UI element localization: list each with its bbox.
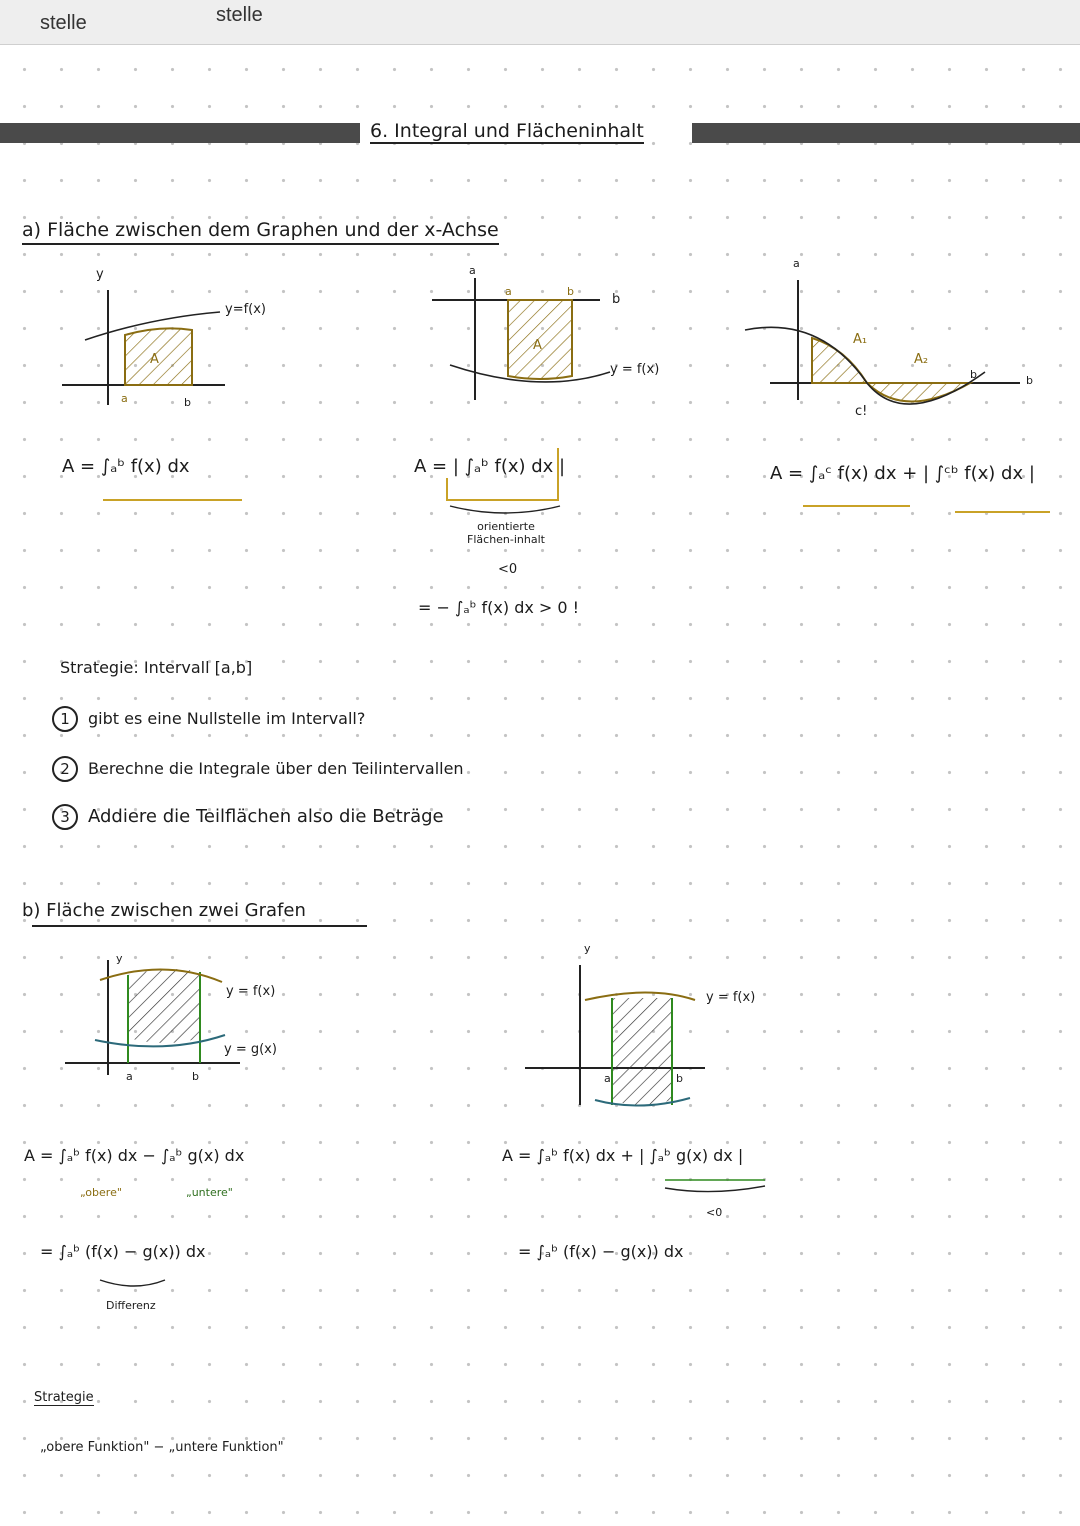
step-3-text: Addiere die Teilflächen also die Beträge [88,806,444,827]
strategy-a-step-3 [52,804,444,830]
step-3-number: 3 [52,804,78,830]
strategy-a-title: Strategie: Intervall [a,b] [60,658,253,677]
strategy-b-line: „obere Funktion" − „untere Funktion" [40,1440,284,1455]
formula-a2: A = | ∫ₐᵇ f(x) dx | [414,456,566,477]
b1-f-label: y = f(x) [226,984,276,999]
a3-b-label: b [970,368,977,381]
graph-b1 [65,960,240,1075]
formula-b2: A = ∫ₐᵇ f(x) dx + | ∫ₐᵇ g(x) dx | [502,1146,744,1165]
b2-a-label: a [604,1072,611,1085]
strategy-a-step-1 [52,706,365,732]
a3-axis-label: a [793,257,800,270]
previous-label-left: stelle [40,12,87,34]
a3-A2-label: A₂ [914,352,929,367]
formula-a2-note: orientierte Flächen-inhalt [467,520,545,546]
formula-b1-untere: „untere" [186,1186,233,1199]
formula-b1: A = ∫ₐᵇ f(x) dx − ∫ₐᵇ g(x) dx [24,1146,245,1165]
page-title: 6. Integral und Flächeninhalt [370,120,644,142]
strategy-a-step-2 [52,756,464,782]
a1-y-label: y [96,267,104,282]
step-2-number: 2 [52,756,78,782]
a1-area-label: A [150,352,159,367]
a2-b-label: b [567,285,574,298]
section-a-heading: a) Fläche zwischen dem Graphen und der x-Achse [22,219,499,245]
b2-f-label: y = f(x) [706,990,756,1005]
a1-b-label: b [184,396,191,409]
a2-f-label: y = f(x) [610,362,660,377]
graph-a2 [432,278,610,400]
a1-f-label: y=f(x) [225,302,266,317]
formula-b2-line2: = ∫ₐᵇ (f(x) − g(x)) dx [518,1242,684,1261]
formula-b1-obere: „obere" [80,1186,122,1199]
graph-a1 [62,290,225,405]
formula-b2-lt0: <0 [706,1206,723,1219]
formula-a2-line2: = − ∫ₐᵇ f(x) dx > 0 ! [418,598,580,617]
a2-area-label: A [533,338,542,353]
b2-y-label: y [584,942,591,955]
step-2-text: Berechne die Integrale über den Teilintervallen [88,759,464,778]
b1-g-label: y = g(x) [224,1042,277,1057]
strategy-b-title: Strategie [34,1390,94,1405]
a3-b-end-label: b [1026,374,1033,387]
step-1-text: gibt es eine Nullstelle im Intervall? [88,709,366,728]
b1-a-label: a [126,1070,133,1083]
a2-top-a-label: a [469,264,476,277]
formula-b1-line2: = ∫ₐᵇ (f(x) − g(x)) dx [40,1242,206,1261]
b1-y-label: y [116,952,123,965]
a2-a-label: a [505,285,512,298]
b2-b-label: b [676,1072,683,1085]
step-1-number: 1 [52,706,78,732]
formula-b1-diff: Differenz [106,1299,156,1312]
formula-a2-lt0: <0 [498,562,518,577]
previous-label-right: stelle [216,4,263,26]
a3-c-label: c! [855,404,868,419]
a1-a-label: a [121,392,128,405]
b1-b-label: b [192,1070,199,1083]
formula-a3: A = ∫ₐᶜ f(x) dx + | ∫ᶜᵇ f(x) dx | [770,463,1035,484]
graph-a3 [745,280,1020,404]
a2-b-arrow-label: b [612,292,621,307]
a3-A1-label: A₁ [853,332,868,347]
formula-a1: A = ∫ₐᵇ f(x) dx [62,456,190,477]
section-b-heading: b) Fläche zwischen zwei Grafen [22,900,306,921]
